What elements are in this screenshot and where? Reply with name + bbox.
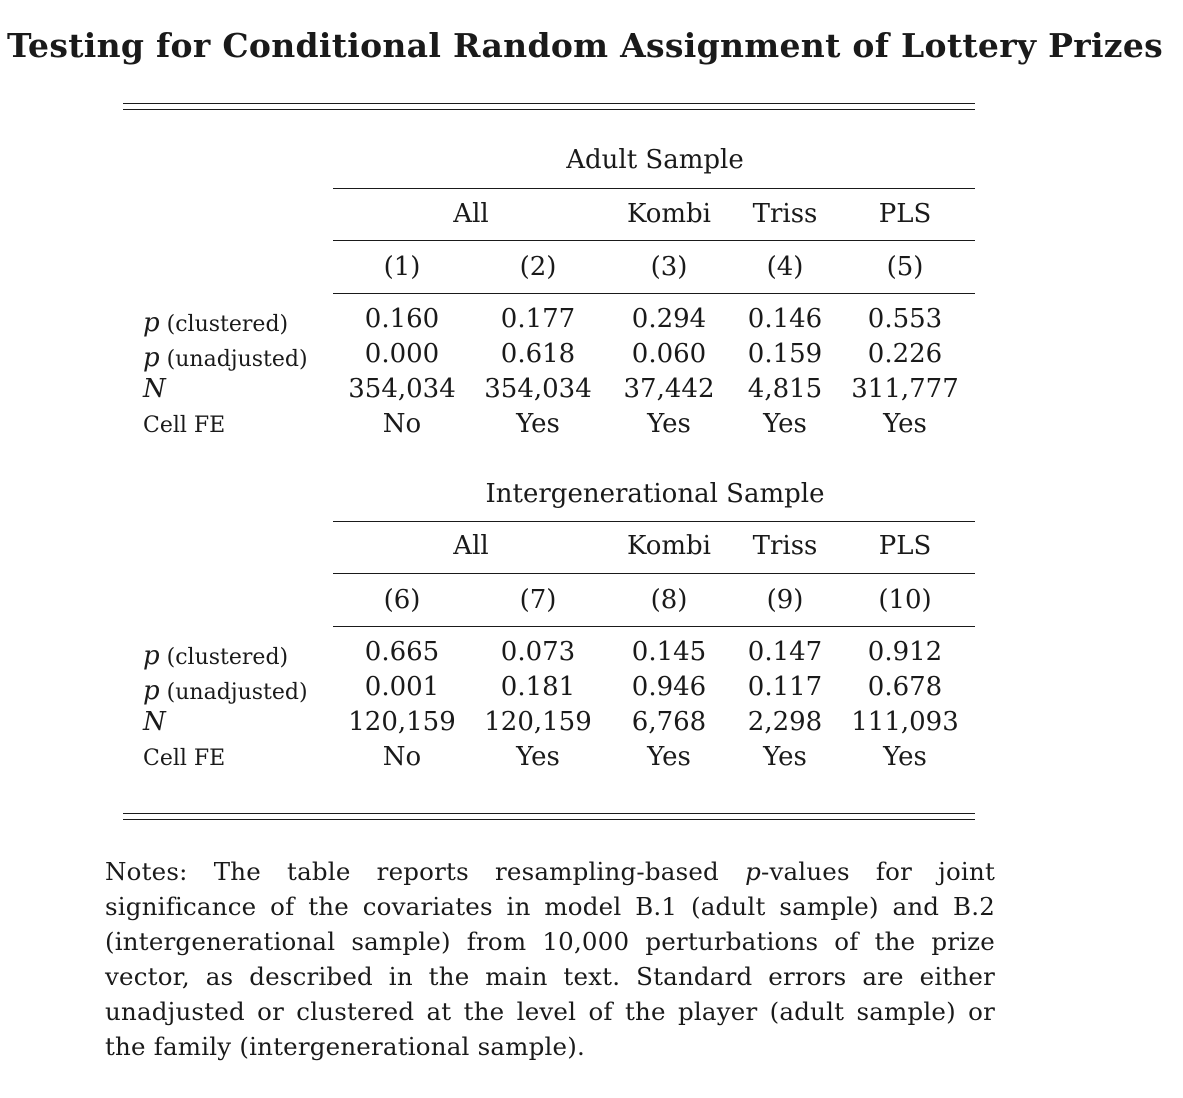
group-header-kombi: Kombi	[627, 531, 711, 561]
column-number-rule	[333, 293, 975, 294]
table-cell: Yes	[883, 409, 927, 439]
table-notes	[105, 854, 995, 1064]
row-label-symbol: p	[143, 676, 160, 706]
row-label-symbol: N	[143, 707, 166, 737]
group-header-rule	[333, 573, 975, 574]
row-label-p-unadjusted	[143, 676, 308, 706]
panel-title: Intergenerational Sample	[485, 479, 825, 509]
group-header-pls: PLS	[878, 199, 932, 229]
table-cell: 0.294	[631, 304, 707, 334]
table-cell: 2,298	[747, 707, 823, 737]
table-cell: 0.073	[500, 637, 576, 667]
table-cell: 0.001	[364, 672, 440, 702]
table-cell: 120,159	[348, 707, 456, 737]
group-header-all: All	[453, 199, 489, 229]
column-number: (2)	[519, 252, 557, 282]
group-header-pls: PLS	[878, 531, 932, 561]
table-cell: 0.912	[867, 637, 943, 667]
row-label-text: (clustered)	[166, 312, 289, 337]
column-number: (3)	[650, 252, 688, 282]
table-cell: 354,034	[348, 374, 456, 404]
group-header-triss: Triss	[752, 199, 818, 229]
column-number: (8)	[650, 585, 688, 615]
table-cell: 0.618	[500, 339, 576, 369]
column-number-rule	[333, 626, 975, 627]
table-cell: Yes	[516, 742, 560, 772]
table-cell: 0.160	[364, 304, 440, 334]
bottom-double-rule-upper	[123, 813, 975, 814]
top-double-rule-lower	[123, 109, 975, 110]
column-number: (1)	[383, 252, 421, 282]
group-header-kombi: Kombi	[627, 199, 711, 229]
table-cell: 0.147	[747, 637, 823, 667]
column-number: (5)	[886, 252, 924, 282]
table-cell: 111,093	[851, 707, 959, 737]
table-cell: 37,442	[623, 374, 715, 404]
table-cell: Yes	[883, 742, 927, 772]
group-header-rule	[333, 240, 975, 241]
row-label-text: (unadjusted)	[166, 347, 308, 372]
panel-title: Adult Sample	[566, 145, 744, 175]
panel-title-rule	[333, 188, 975, 189]
table-cell: 0.117	[747, 672, 823, 702]
top-double-rule-upper	[123, 103, 975, 104]
column-number: (7)	[519, 585, 557, 615]
notes-text-part1: Notes: The table reports resampling-based	[105, 857, 746, 886]
notes-italic-p: p	[745, 857, 761, 886]
table-cell: 0.946	[631, 672, 707, 702]
row-label-symbol: N	[143, 374, 166, 404]
table-cell: Yes	[763, 742, 807, 772]
group-header-triss: Triss	[752, 531, 818, 561]
row-label-cell-fe: Cell FE	[143, 746, 226, 771]
row-label-symbol: p	[143, 308, 160, 338]
table-cell: 0.145	[631, 637, 707, 667]
notes-text-part2: -values for joint significance of the covariates in model B.1 (adult sample) and B.2 (intergenerational sample) from 10,000 perturbations of the prize vector, as described in the main text. Standard errors are either unadjusted or clustered at the level of the player (adult sample) or the family (intergenerational sample).	[105, 857, 995, 1061]
table-cell: 0.181	[500, 672, 576, 702]
row-label-text: (clustered)	[166, 645, 289, 670]
table-cell: 6,768	[631, 707, 707, 737]
column-number: (9)	[766, 585, 804, 615]
panel-title-rule	[333, 521, 975, 522]
table-cell: 354,034	[484, 374, 592, 404]
row-label-n	[143, 374, 166, 404]
table-cell: 0.665	[364, 637, 440, 667]
table-cell: 0.000	[364, 339, 440, 369]
table-cell: 0.177	[500, 304, 576, 334]
column-number: (4)	[766, 252, 804, 282]
row-label-symbol: p	[143, 641, 160, 671]
row-label-cell-fe: Cell FE	[143, 413, 226, 438]
table-cell: Yes	[763, 409, 807, 439]
column-number: (10)	[878, 585, 932, 615]
table-title: Testing for Conditional Random Assignment of Lottery Prizes	[6, 26, 1164, 65]
row-label-p-clustered	[143, 308, 288, 338]
table-cell: No	[382, 409, 422, 439]
column-number: (6)	[383, 585, 421, 615]
table-cell: 0.226	[867, 339, 943, 369]
row-label-text: (unadjusted)	[166, 680, 308, 705]
table-cell: 0.553	[867, 304, 943, 334]
table-cell: No	[382, 742, 422, 772]
table-cell: Yes	[647, 742, 691, 772]
table-cell: Yes	[516, 409, 560, 439]
table-cell: 4,815	[747, 374, 823, 404]
table-cell: 311,777	[851, 374, 959, 404]
table-cell: 0.146	[747, 304, 823, 334]
table-cell: 0.060	[631, 339, 707, 369]
row-label-symbol: p	[143, 343, 160, 373]
bottom-double-rule-lower	[123, 819, 975, 820]
row-label-n	[143, 707, 166, 737]
group-header-all: All	[453, 531, 489, 561]
table-cell: 0.159	[747, 339, 823, 369]
table-cell: Yes	[647, 409, 691, 439]
table-cell: 120,159	[484, 707, 592, 737]
row-label-p-unadjusted	[143, 343, 308, 373]
row-label-p-clustered	[143, 641, 288, 671]
table-cell: 0.678	[867, 672, 943, 702]
